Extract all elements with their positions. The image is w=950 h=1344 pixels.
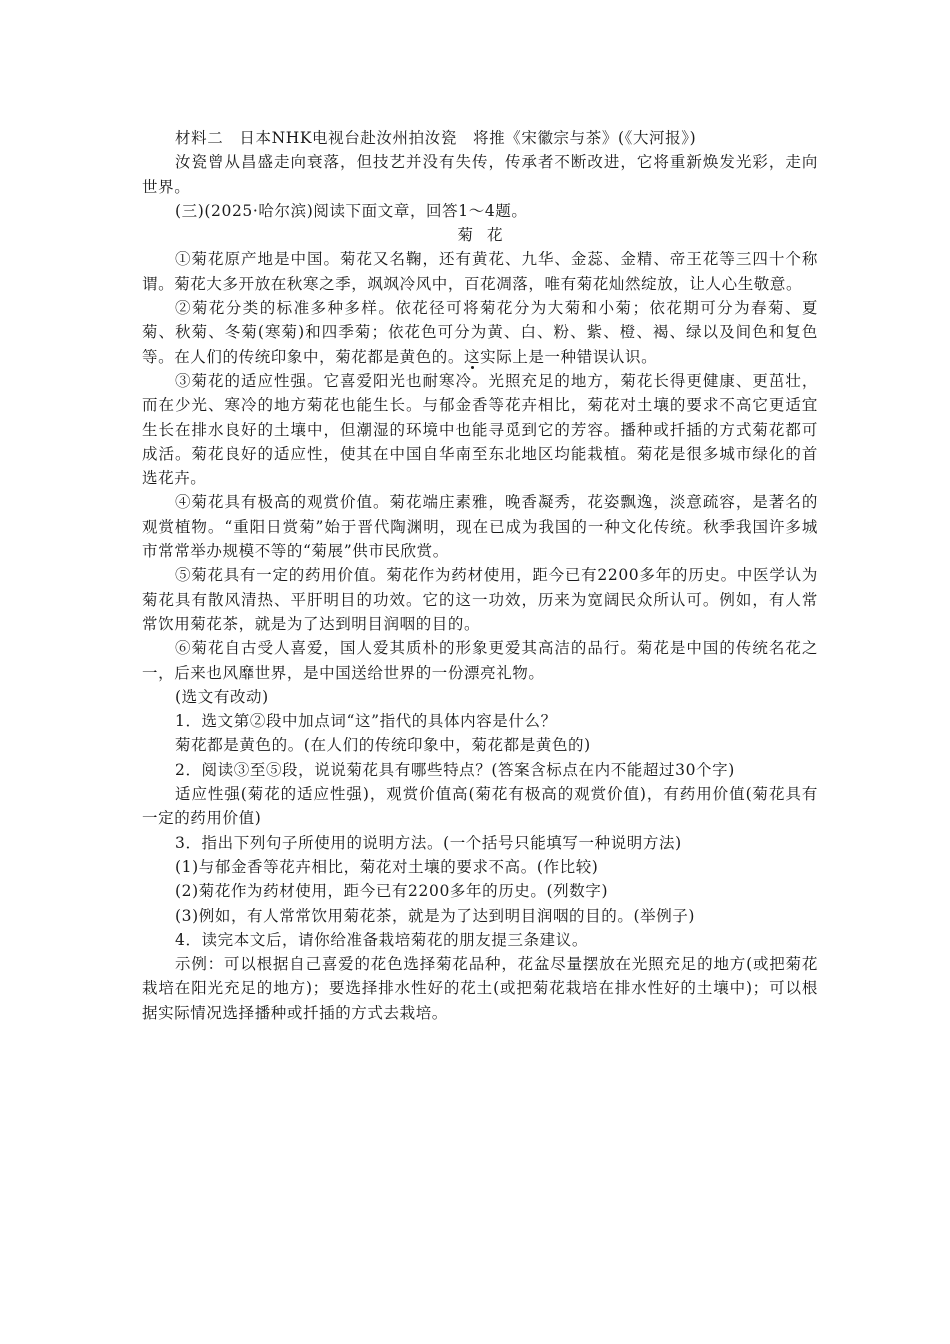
material-two-answer: 汝瓷曾从昌盛走向衰落，但技艺并没有失传，传承者不断改进，它将重新焕发光彩，走向世界。 bbox=[142, 153, 818, 196]
question-3-item-1: (1)与郁金香等花卉相比，菊花对土壤的要求不高。(作比较) bbox=[175, 857, 599, 876]
paragraph-3: ③菊花的适应性强。它喜爱阳光也耐寒冷。光照充足的地方，菊花长得更健康、更茁壮，而在少光、寒冷的地方菊花也能生长。与郁金香等花卉相比，菊花对土壤的要求不高它更适宜生长在排水良好的土壤中，但潮湿的环境中也能寻觅到它的芳容。播种或扦插的方式菊花都可成活。菊花良好的适应性，使其在中国自华南至东北地区均能栽植。菊花是很多城市绿化的首选花卉。 bbox=[142, 371, 818, 488]
question-2: 2．阅读③至⑤段，说说菊花具有哪些特点？(答案含标点在内不能超过30个字) bbox=[175, 760, 735, 779]
answer-1: 菊花都是黄色的。(在人们的传统印象中，菊花都是黄色的) bbox=[175, 736, 591, 755]
answer-2: 适应性强(菊花的适应性强)，观赏价值高(菊花有极高的观赏价值)，有药用价值(菊花具有一定的药用价值) bbox=[142, 785, 818, 828]
paragraph-2-after: 实际上是一种错误认识。 bbox=[480, 347, 658, 366]
question-3-item-3: (3)例如，有人常常饮用菊花茶，就是为了达到明目润咽的目的。(举例子) bbox=[175, 906, 696, 925]
paragraph-2 bbox=[142, 296, 818, 369]
paragraph-2-before: ②菊花分类的标准多种多样。依花径可将菊花分为大菊和小菊；依花期可分为春菊、夏菊、秋菊、冬菊(寒菊)和四季菊；依花色可分为黄、白、粉、紫、橙、褐、绿以及间色和复色等。在人们的传统印象中，菊花都是黄色的。 bbox=[142, 299, 818, 366]
paragraph-1: ①菊花原产地是中国。菊花又名鞠，还有黄花、九华、金蕊、金精、帝王花等三四十个称谓。菊花大多开放在秋寒之季，飒飒冷风中，百花凋落，唯有菊花灿然绽放，让人心生敬意。 bbox=[142, 250, 818, 293]
question-3-item-2: (2)菊花作为药材使用，距今已有2200多年的历史。(列数字) bbox=[175, 882, 609, 901]
question-4: 4．读完本文后，请你给准备栽培菊花的朋友提三条建议。 bbox=[175, 930, 588, 949]
material-two-line: 材料二 日本NHK电视台赴汝州拍汝瓷 将推《宋徽宗与茶》(《大河报》) bbox=[175, 129, 697, 147]
document-page bbox=[142, 126, 818, 1025]
question-3: 3．指出下列句子所使用的说明方法。(一个括号只能填写一种说明方法) bbox=[175, 833, 682, 852]
answer-4: 示例：可以根据自己喜爱的花色选择菊花品种，花盆尽量摆放在光照充足的地方(或把菊花栽培在阳光充足的地方)；要选择排水性好的花土(或把菊花栽培在排水性好的土壤中)；可以根据实际情况选择播种或扦插的方式去栽培。 bbox=[142, 955, 818, 1022]
paragraph-6: ⑥菊花自古受人喜爱，国人爱其质朴的形象更爱其高洁的品行。菊花是中国的传统名花之一，后来也风靡世界，是中国送给世界的一份漂亮礼物。 bbox=[142, 639, 818, 682]
section-three-intro: (三)(2025·哈尔滨)阅读下面文章，回答1～4题。 bbox=[175, 201, 528, 220]
source-note: (选文有改动) bbox=[175, 687, 269, 706]
paragraph-5: ⑤菊花具有一定的药用价值。菊花作为药材使用，距今已有2200多年的历史。中医学认为菊花具有散风清热、平肝明目的功效。它的这一功效，历来为宽阔民众所认可。例如，有人常常饮用菊花茶，就是为了达到明目润咽的目的。 bbox=[142, 566, 818, 633]
paragraph-4: ④菊花具有极高的观赏价值。菊花端庄素雅，晚香凝秀，花姿飘逸，淡意疏容，是著名的观赏植物。“重阳日赏菊”始于晋代陶渊明，现在已成为我国的一种文化传统。秋季我国许多城市常常举办规模不等的“菊展”供市民欣赏。 bbox=[142, 493, 818, 561]
question-1: 1．选文第②段中加点词“这”指代的具体内容是什么？ bbox=[175, 712, 557, 731]
dotted-word: 这 bbox=[464, 347, 481, 366]
article-title: 菊花 bbox=[457, 226, 517, 245]
